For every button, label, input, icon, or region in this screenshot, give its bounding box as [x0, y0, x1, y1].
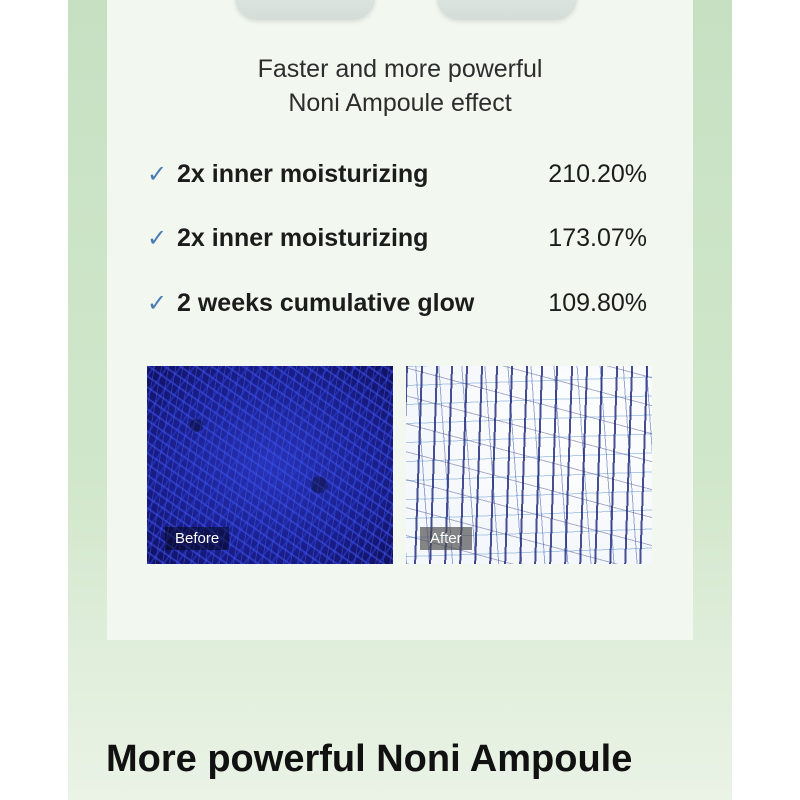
headline-line-1: Faster and more powerful	[257, 55, 543, 83]
stat-label: 2x inner moisturizing	[177, 160, 429, 188]
stat-row	[147, 160, 647, 194]
stat-value: 173.07%	[548, 224, 647, 252]
ampoule-bottle-image-right	[437, 0, 577, 20]
stat-row	[147, 289, 647, 323]
after-label: After	[420, 527, 472, 550]
stat-value: 109.80%	[548, 289, 647, 317]
stat-row	[147, 224, 647, 258]
stat-label: 2 weeks cumulative glow	[177, 289, 475, 317]
stat-value: 210.20%	[548, 160, 647, 188]
panel-headline	[107, 52, 693, 120]
section-title: More powerful Noni Ampoule	[106, 738, 633, 780]
headline-line-2: Noni Ampoule effect	[288, 89, 512, 117]
after-skin-image	[406, 366, 652, 564]
check-icon: ✓	[147, 225, 168, 252]
check-icon: ✓	[147, 290, 168, 317]
ampoule-effect-panel	[107, 0, 693, 640]
stat-label: 2x inner moisturizing	[177, 224, 429, 252]
check-icon: ✓	[147, 161, 168, 188]
ampoule-bottle-image-left	[235, 0, 375, 20]
before-label: Before	[165, 527, 229, 550]
before-skin-image	[147, 366, 393, 564]
